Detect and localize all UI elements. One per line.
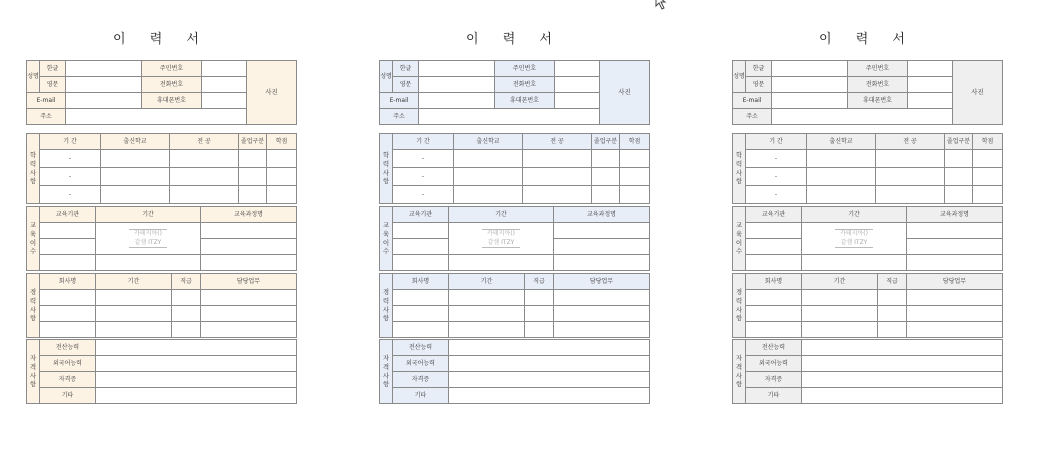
table-row (27, 255, 297, 271)
edu-header-major: 전 공 (876, 134, 945, 150)
education-section-label: 학 력 사 항 (733, 134, 746, 204)
edu-graduation-cell[interactable] (945, 186, 973, 204)
email-field[interactable] (772, 93, 848, 109)
qual-other-field[interactable] (802, 388, 1003, 404)
career-rank-cell[interactable] (172, 306, 201, 322)
overlay-line-2: 같샘 ITZY (840, 238, 868, 246)
email-field[interactable] (66, 93, 142, 109)
career-header-rank: 직급 (525, 274, 554, 290)
edu-major-cell[interactable] (523, 186, 592, 204)
qual-label-certificate: 자격증 (393, 372, 449, 388)
table-row (380, 290, 650, 306)
qual-computer-field[interactable] (96, 340, 297, 356)
career-section-label: 경 력 사 항 (733, 274, 746, 338)
training-period-cell[interactable] (449, 255, 554, 271)
form-title: 이 력 서 (466, 32, 562, 47)
address-label: 주소 (380, 109, 419, 125)
overlay-line-1: 카테지아() (487, 230, 515, 238)
training-header-period: 기간 (802, 207, 907, 223)
career-rank-cell[interactable] (172, 290, 201, 306)
edu-graduation-cell[interactable] (592, 150, 620, 168)
qual-label-certificate: 자격증 (40, 372, 96, 388)
training-course-cell[interactable] (201, 223, 297, 239)
career-duties-cell[interactable] (201, 290, 297, 306)
training-section-label: 교 육 이 수 (380, 207, 393, 271)
phone-field[interactable] (202, 77, 247, 93)
training-course-cell[interactable] (907, 239, 1003, 255)
training-course-cell[interactable] (554, 255, 650, 271)
edu-header-graduation: 졸업구분 (945, 134, 973, 150)
mobile-field[interactable] (908, 93, 953, 109)
career-company-cell[interactable] (393, 306, 449, 322)
edu-credits-cell[interactable] (973, 150, 1003, 168)
training-period-cell[interactable] (802, 255, 907, 271)
edu-credits-cell[interactable] (620, 186, 650, 204)
faint-overlay-text (96, 229, 200, 248)
photo-box[interactable]: 사진 (600, 61, 650, 125)
edu-credits-cell[interactable] (620, 150, 650, 168)
career-company-cell[interactable] (393, 290, 449, 306)
email-field[interactable] (419, 93, 495, 109)
career-header-period: 기간 (449, 274, 525, 290)
career-company-cell[interactable] (40, 290, 96, 306)
training-header-course: 교육과정명 (554, 207, 650, 223)
career-header-period: 기간 (802, 274, 878, 290)
edu-period-cell[interactable]: - (746, 150, 807, 168)
table-row (733, 150, 1003, 168)
career-period-cell[interactable] (449, 290, 525, 306)
edu-credits-cell[interactable] (620, 168, 650, 186)
edu-header-credits: 학점 (620, 134, 650, 150)
resident-no-field[interactable] (908, 61, 953, 77)
mobile-label: 휴대폰번호 (142, 93, 202, 109)
edu-graduation-cell[interactable] (239, 150, 267, 168)
table-row (733, 322, 1003, 338)
form-title: 이 력 서 (819, 32, 915, 47)
career-header-company: 회사명 (746, 274, 802, 290)
qual-certificate-field[interactable] (802, 372, 1003, 388)
name-label: 성명 (27, 61, 40, 93)
training-course-cell[interactable] (554, 223, 650, 239)
career-header-period: 기간 (96, 274, 172, 290)
career-header-company: 회사명 (393, 274, 449, 290)
phone-label: 전화번호 (848, 77, 908, 93)
training-table (732, 206, 1003, 271)
edu-graduation-cell[interactable] (239, 168, 267, 186)
career-period-cell[interactable] (802, 306, 878, 322)
email-label: E-mail (27, 93, 66, 109)
qual-label-other: 기타 (393, 388, 449, 404)
table-row (27, 290, 297, 306)
training-header-institution: 교육기관 (40, 207, 96, 223)
career-table (379, 273, 650, 338)
personal-info-table (732, 60, 1003, 125)
email-label: E-mail (733, 93, 772, 109)
qual-label-certificate: 자격증 (746, 372, 802, 388)
table-row (27, 186, 297, 204)
career-period-cell[interactable] (802, 290, 878, 306)
address-label: 주소 (27, 109, 66, 125)
edu-header-graduation: 졸업구분 (239, 134, 267, 150)
address-label: 주소 (733, 109, 772, 125)
table-row (380, 322, 650, 338)
mobile-label: 휴대폰번호 (848, 93, 908, 109)
edu-header-major: 전 공 (523, 134, 592, 150)
edu-major-cell[interactable] (170, 186, 239, 204)
career-header-rank: 직급 (172, 274, 201, 290)
qual-label-language: 외국어능력 (393, 356, 449, 372)
career-duties-cell[interactable] (907, 290, 1003, 306)
career-duties-cell[interactable] (201, 306, 297, 322)
career-header-duties: 담당업무 (907, 274, 1003, 290)
edu-graduation-cell[interactable] (592, 186, 620, 204)
overlay-line-2: 같샘 ITZY (487, 238, 515, 246)
phone-field[interactable] (908, 77, 953, 93)
phone-field[interactable] (555, 77, 600, 93)
name-label: 성명 (380, 61, 393, 93)
training-header-course: 교육과정명 (201, 207, 297, 223)
edu-major-cell[interactable] (876, 168, 945, 186)
training-course-cell[interactable] (201, 239, 297, 255)
edu-period-cell[interactable]: - (393, 186, 454, 204)
qual-label-other: 기타 (40, 388, 96, 404)
qual-computer-field[interactable] (449, 340, 650, 356)
training-institution-cell[interactable] (393, 255, 449, 271)
edu-graduation-cell[interactable] (239, 186, 267, 204)
resident-no-field[interactable] (202, 61, 247, 77)
table-row (380, 186, 650, 204)
qual-label-computer: 전산능력 (393, 340, 449, 356)
resident-no-field[interactable] (555, 61, 600, 77)
english-name-field[interactable] (419, 77, 495, 93)
table-row (380, 306, 650, 322)
edu-major-cell[interactable] (876, 186, 945, 204)
qual-label-language: 외국어능력 (746, 356, 802, 372)
edu-major-cell[interactable] (876, 150, 945, 168)
overlay-line-1: 카테지아() (134, 230, 162, 238)
training-course-cell[interactable] (907, 223, 1003, 239)
career-rank-cell[interactable] (525, 306, 554, 322)
qualification-table (732, 339, 1003, 404)
training-institution-cell[interactable] (393, 223, 449, 239)
resident-no-label: 주민번호 (142, 61, 202, 77)
training-period-cell[interactable] (449, 223, 554, 255)
photo-box[interactable]: 사진 (953, 61, 1003, 125)
korean-label: 한글 (746, 61, 772, 77)
edu-graduation-cell[interactable] (945, 150, 973, 168)
career-rank-cell[interactable] (878, 306, 907, 322)
english-name-field[interactable] (66, 77, 142, 93)
mobile-field[interactable] (202, 93, 247, 109)
english-label: 영문 (746, 77, 772, 93)
edu-header-school: 출신학교 (101, 134, 170, 150)
edu-school-cell[interactable] (101, 168, 170, 186)
career-period-cell[interactable] (96, 322, 172, 338)
resident-no-label: 주민번호 (848, 61, 908, 77)
career-header-duties: 담당업무 (201, 274, 297, 290)
career-duties-cell[interactable] (201, 322, 297, 338)
career-company-cell[interactable] (746, 306, 802, 322)
edu-school-cell[interactable] (807, 186, 876, 204)
career-duties-cell[interactable] (554, 290, 650, 306)
table-row (380, 223, 650, 239)
career-header-rank: 직급 (878, 274, 907, 290)
faint-overlay-text (802, 229, 906, 248)
edu-major-cell[interactable] (523, 150, 592, 168)
qual-computer-field[interactable] (802, 340, 1003, 356)
phone-label: 전화번호 (495, 77, 555, 93)
edu-school-cell[interactable] (454, 168, 523, 186)
qualification-section-label: 자 격 사 항 (27, 340, 40, 404)
qual-other-field[interactable] (449, 388, 650, 404)
career-duties-cell[interactable] (554, 322, 650, 338)
qual-language-field[interactable] (96, 356, 297, 372)
training-table (379, 206, 650, 271)
table-row (380, 168, 650, 186)
training-course-cell[interactable] (201, 255, 297, 271)
edu-major-cell[interactable] (170, 150, 239, 168)
edu-period-cell[interactable]: - (393, 150, 454, 168)
qualification-section-label: 자 격 사 항 (380, 340, 393, 404)
overlay-line-1: 카테지아() (840, 230, 868, 238)
training-period-cell[interactable] (96, 255, 201, 271)
edu-header-credits: 학점 (973, 134, 1003, 150)
faint-overlay-text (449, 229, 553, 248)
edu-school-cell[interactable] (807, 168, 876, 186)
career-table (732, 273, 1003, 338)
korean-label: 한글 (40, 61, 66, 77)
career-table (26, 273, 297, 338)
qual-certificate-field[interactable] (449, 372, 650, 388)
table-row (733, 168, 1003, 186)
overlay-line-2: 같샘 ITZY (134, 238, 162, 246)
edu-period-cell[interactable]: - (393, 168, 454, 186)
resident-no-label: 주민번호 (495, 61, 555, 77)
qualification-section-label: 자 격 사 항 (733, 340, 746, 404)
photo-box[interactable]: 사진 (247, 61, 297, 125)
edu-credits-cell[interactable] (267, 168, 297, 186)
training-institution-cell[interactable] (40, 223, 96, 239)
table-row (380, 255, 650, 271)
career-rank-cell[interactable] (525, 322, 554, 338)
edu-school-cell[interactable] (101, 186, 170, 204)
qual-label-computer: 전산능력 (746, 340, 802, 356)
qual-label-other: 기타 (746, 388, 802, 404)
qual-language-field[interactable] (802, 356, 1003, 372)
form-title: 이 력 서 (113, 32, 209, 47)
table-row (380, 150, 650, 168)
address-field[interactable] (66, 109, 247, 125)
career-company-cell[interactable] (746, 322, 802, 338)
qualification-table (26, 339, 297, 404)
education-table (379, 133, 650, 204)
training-header-institution: 교육기관 (393, 207, 449, 223)
qual-other-field[interactable] (96, 388, 297, 404)
edu-header-school: 출신학교 (807, 134, 876, 150)
edu-period-cell[interactable]: - (40, 168, 101, 186)
table-row (733, 290, 1003, 306)
training-institution-cell[interactable] (746, 255, 802, 271)
qual-label-language: 외국어능력 (40, 356, 96, 372)
edu-header-credits: 학점 (267, 134, 297, 150)
training-header-course: 교육과정명 (907, 207, 1003, 223)
qual-certificate-field[interactable] (96, 372, 297, 388)
training-table (26, 206, 297, 271)
edu-credits-cell[interactable] (267, 186, 297, 204)
edu-school-cell[interactable] (807, 150, 876, 168)
edu-period-cell[interactable]: - (40, 186, 101, 204)
edu-credits-cell[interactable] (973, 186, 1003, 204)
training-institution-cell[interactable] (746, 223, 802, 239)
korean-name-field[interactable] (419, 61, 495, 77)
edu-header-period: 기 간 (393, 134, 454, 150)
address-field[interactable] (772, 109, 953, 125)
career-rank-cell[interactable] (525, 290, 554, 306)
edu-period-cell[interactable]: - (40, 150, 101, 168)
table-row (27, 168, 297, 186)
career-header-company: 회사명 (40, 274, 96, 290)
career-rank-cell[interactable] (878, 290, 907, 306)
career-duties-cell[interactable] (907, 306, 1003, 322)
training-header-institution: 교육기관 (746, 207, 802, 223)
career-period-cell[interactable] (802, 322, 878, 338)
mouse-pointer-icon (654, 0, 668, 10)
english-label: 영문 (393, 77, 419, 93)
edu-header-school: 출신학교 (454, 134, 523, 150)
training-header-period: 기간 (96, 207, 201, 223)
career-company-cell[interactable] (40, 322, 96, 338)
training-period-cell[interactable] (96, 223, 201, 255)
phone-label: 전화번호 (142, 77, 202, 93)
training-institution-cell[interactable] (40, 239, 96, 255)
education-section-label: 학 력 사 항 (380, 134, 393, 204)
edu-school-cell[interactable] (454, 150, 523, 168)
edu-major-cell[interactable] (523, 168, 592, 186)
career-duties-cell[interactable] (554, 306, 650, 322)
career-period-cell[interactable] (449, 306, 525, 322)
address-field[interactable] (419, 109, 600, 125)
edu-header-major: 전 공 (170, 134, 239, 150)
english-name-field[interactable] (772, 77, 848, 93)
training-section-label: 교 육 이 수 (27, 207, 40, 271)
edu-school-cell[interactable] (101, 150, 170, 168)
table-row (27, 223, 297, 239)
edu-school-cell[interactable] (454, 186, 523, 204)
training-period-cell[interactable] (802, 223, 907, 255)
mobile-label: 휴대폰번호 (495, 93, 555, 109)
training-section-label: 교 육 이 수 (733, 207, 746, 271)
career-period-cell[interactable] (449, 322, 525, 338)
email-label: E-mail (380, 93, 419, 109)
career-section-label: 경 력 사 항 (27, 274, 40, 338)
edu-header-graduation: 졸업구분 (592, 134, 620, 150)
edu-header-period: 기 간 (40, 134, 101, 150)
korean-label: 한글 (393, 61, 419, 77)
edu-graduation-cell[interactable] (592, 168, 620, 186)
table-row (733, 223, 1003, 239)
edu-major-cell[interactable] (170, 168, 239, 186)
edu-period-cell[interactable]: - (746, 168, 807, 186)
mobile-field[interactable] (555, 93, 600, 109)
career-duties-cell[interactable] (907, 322, 1003, 338)
edu-credits-cell[interactable] (973, 168, 1003, 186)
qual-language-field[interactable] (449, 356, 650, 372)
career-period-cell[interactable] (96, 306, 172, 322)
qual-label-computer: 전산능력 (40, 340, 96, 356)
career-period-cell[interactable] (96, 290, 172, 306)
career-rank-cell[interactable] (878, 322, 907, 338)
career-company-cell[interactable] (393, 322, 449, 338)
career-company-cell[interactable] (746, 290, 802, 306)
personal-info-table (379, 60, 650, 125)
training-course-cell[interactable] (554, 239, 650, 255)
training-institution-cell[interactable] (746, 239, 802, 255)
table-row (27, 322, 297, 338)
career-company-cell[interactable] (40, 306, 96, 322)
edu-credits-cell[interactable] (267, 150, 297, 168)
korean-name-field[interactable] (66, 61, 142, 77)
personal-info-table (26, 60, 297, 125)
training-course-cell[interactable] (907, 255, 1003, 271)
table-row (733, 186, 1003, 204)
edu-graduation-cell[interactable] (945, 168, 973, 186)
training-institution-cell[interactable] (40, 255, 96, 271)
english-label: 영문 (40, 77, 66, 93)
korean-name-field[interactable] (772, 61, 848, 77)
table-row (733, 255, 1003, 271)
edu-period-cell[interactable]: - (746, 186, 807, 204)
name-label: 성명 (733, 61, 746, 93)
edu-header-period: 기 간 (746, 134, 807, 150)
career-header-duties: 담당업무 (554, 274, 650, 290)
education-table (732, 133, 1003, 204)
table-row (733, 306, 1003, 322)
education-table (26, 133, 297, 204)
table-row (27, 150, 297, 168)
career-section-label: 경 력 사 항 (380, 274, 393, 338)
training-institution-cell[interactable] (393, 239, 449, 255)
training-header-period: 기간 (449, 207, 554, 223)
qualification-table (379, 339, 650, 404)
table-row (27, 306, 297, 322)
education-section-label: 학 력 사 항 (27, 134, 40, 204)
career-rank-cell[interactable] (172, 322, 201, 338)
